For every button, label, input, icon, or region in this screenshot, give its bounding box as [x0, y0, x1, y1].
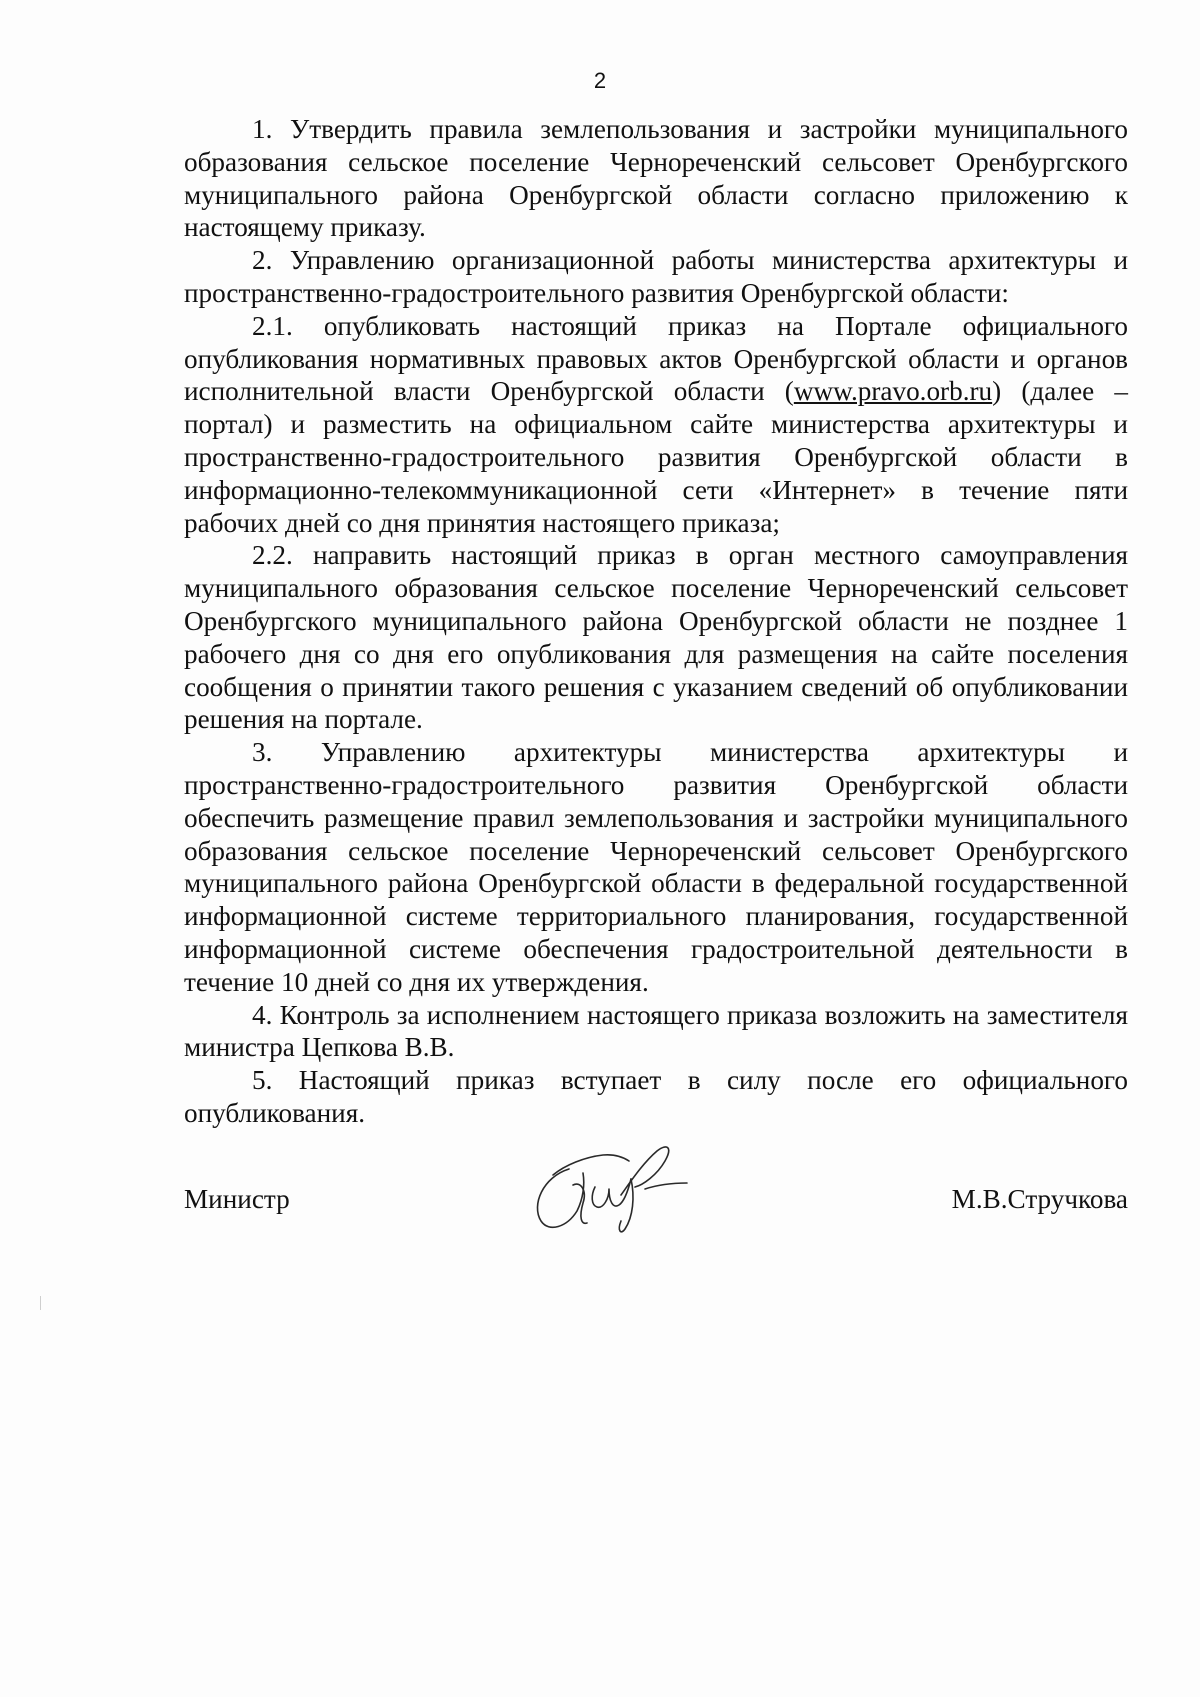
- paragraph-1: 1. Утвердить правила землепользования и застройки муниципального образования сельское поселение Чернореченский сельсовет Оренбургского муниципального района Оренбургской области согласно приложению к настоящему приказу.: [184, 114, 1128, 243]
- portal-link[interactable]: www.pravo.orb.ru: [793, 376, 993, 407]
- document-body: [184, 113, 1128, 1130]
- scan-artifact: [40, 1296, 41, 1310]
- signatory-position: Министр: [184, 1184, 290, 1214]
- signatory-name: М.В.Стручкова: [951, 1184, 1128, 1214]
- paragraph-2-2: 2.2. направить настоящий приказ в орган местного самоуправления муниципального образования сельское поселение Чернореченский сельсовет Оренбургского муниципального района Оренбургской области не позднее 1 рабочего дня со дня его опубликования для размещения на сайте поселения сообщения о принятии такого решения с указанием сведений об опубликовании решения на портале.: [184, 540, 1128, 735]
- paragraph-4: 4. Контроль за исполнением настоящего приказа возложить на заместителя министра Цепкова В.В.: [184, 999, 1128, 1063]
- signature-block: [184, 1183, 1128, 1223]
- paragraph-2-1-start: 2.1. опубликовать настоящий приказ на Портале официального опубликования нормативных правовых актов Оренбургской области и органов исполнительной власти Оренбургской области (: [184, 310, 1128, 407]
- paragraph-3: 3. Управлению архитектуры министерства архитектуры и пространственно-градостроительного развития Оренбургской области обеспечить размещение правил землепользования и застройки муниципального образования сельское поселение Чернореченский сельсовет Оренбургского муниципального района Оренбургской области в федеральной государственной информационной системе территориального планирования, государственной информационной системе обеспечения градостроительной деятельности в течение 10 дней со дня их утверждения.: [184, 737, 1128, 997]
- page-number: 2: [593, 68, 607, 93]
- paragraph-2: 2. Управлению организационной работы министерства архитектуры и пространственно-градостроительного развития Оренбургской области:: [184, 245, 1128, 308]
- paragraph-2-1-end: ) (далее – портал) и разместить на официальном сайте министерства архитектуры и пространственно-градостроительного развития Оренбургской области в информационно-телекоммуникационной сети «Интернет» в течение пяти рабочих дней со дня принятия настоящего приказа;: [184, 376, 1128, 538]
- paragraph-5: 5. Настоящий приказ вступает в силу после его официального опубликования.: [184, 1065, 1128, 1128]
- paragraph-2-1: [184, 310, 1128, 540]
